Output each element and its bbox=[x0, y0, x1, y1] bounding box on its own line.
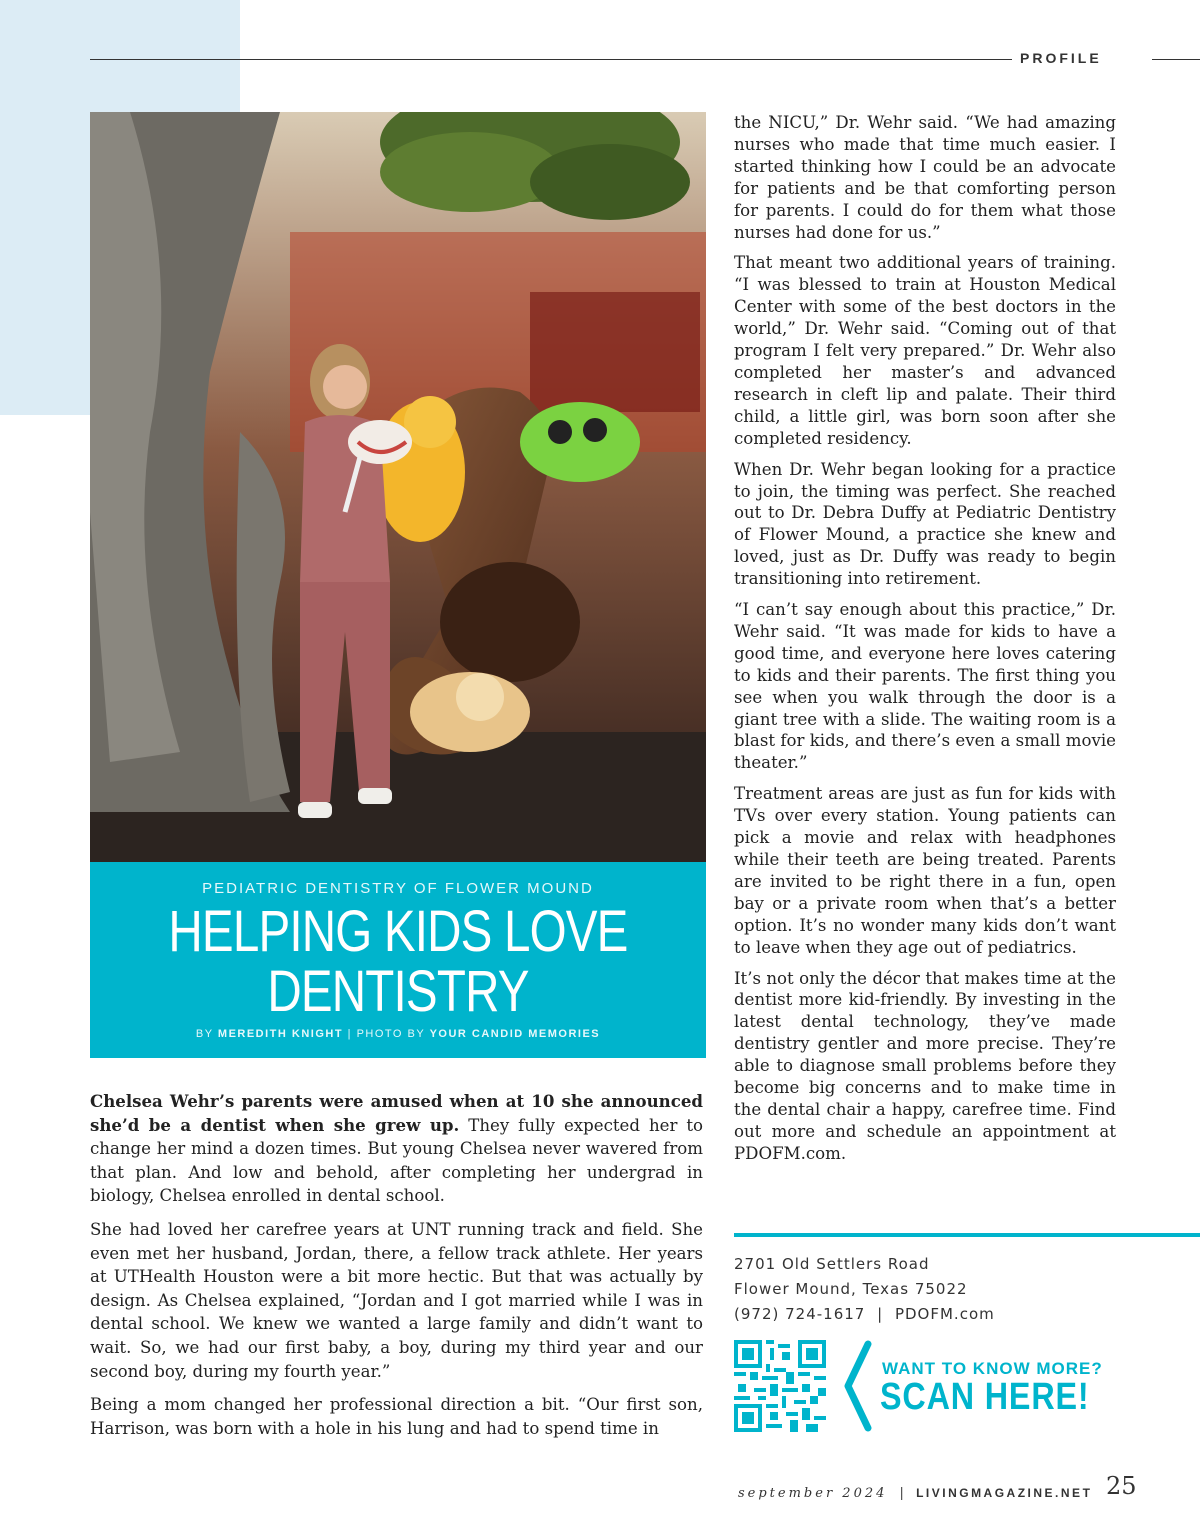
article-paragraph-4: the NICU,” Dr. Wehr said. “We had amazing nurses who made that time much easier. I started thinking how I could be an advocate for patients and be that comforting person for parents. I could do for them what those nurses had done for us.” bbox=[734, 113, 1116, 242]
magazine-website[interactable]: LIVINGMAGAZINE.NET bbox=[916, 1486, 1093, 1500]
photographer: YOUR CANDID MEMORIES bbox=[429, 1028, 601, 1040]
article-paragraph-3: Being a mom changed her professional direction a bit. “Our first son, Harrison, was born with a hole in his lung and had to spend time in bbox=[90, 1395, 703, 1438]
article-column-left bbox=[90, 1090, 703, 1450]
page-footer bbox=[738, 1486, 1093, 1501]
contact-divider: | bbox=[877, 1305, 884, 1323]
article-paragraph-8: Treatment areas are just as fun for kids with TVs over every station. Young patients can pick a movie and relax with headphones while their teeth are being treated. Parents are invited to be right there in a fun, open bay or a private room when that’s a better option. It’s no wonder many kids don’t want to leave when they age out of pediatrics. bbox=[734, 784, 1116, 957]
footer-divider: | bbox=[899, 1486, 904, 1501]
byline-divider: | bbox=[347, 1028, 352, 1040]
cta-small-text: WANT TO KNOW MORE? bbox=[882, 1359, 1103, 1378]
city-state-zip: Flower Mound, Texas 75022 bbox=[734, 1280, 968, 1298]
header-rule bbox=[90, 59, 1012, 60]
article-paragraph-2: She had loved her carefree years at UNT running track and field. She even met her husband, Jordan, there, a fellow track athlete. Her years at UTHealth Houston were a bit more hectic. But that was actually by design. As Chelsea explained, “Jordan and I got married while I was in dental school. We knew we wanted a large family and didn’t want to wait. So, we had our first baby, a boy, during my third year and our second boy, during my fourth year.” bbox=[90, 1219, 703, 1381]
byline bbox=[90, 1028, 706, 1040]
website-link[interactable]: PDOFM.com bbox=[894, 1305, 995, 1323]
chevron-left-icon bbox=[842, 1340, 872, 1432]
section-label: PROFILE bbox=[1020, 50, 1102, 66]
article-lead: Chelsea Wehr’s parents were amused when at 10 she announced she’d be a dentist when she grew up. bbox=[90, 1091, 703, 1135]
article-paragraph-9: It’s not only the décor that makes time at the dentist more kid-friendly. By investing in the latest dental technology, they’ve made dentistry gentler and more precise. They’re able to diagnose small problems before they become big concerns and to make time in the dental chair a happy, carefree time. Find out more and schedule an appointment at PDOFM.com. bbox=[734, 968, 1116, 1163]
article-paragraph-5: That meant two additional years of training. “I was blessed to train at Houston Medical Center with some of the best doctors in the world,” Dr. Wehr said. “Coming out of that program I felt very prepared.” Dr. Wehr also completed her master’s and advanced research in cleft lip and palate. Their third child, a little girl, was born soon after she completed residency. bbox=[734, 253, 1116, 448]
phone-number: (972) 724-1617 bbox=[734, 1305, 866, 1323]
cta-scan-text: SCAN HERE! bbox=[880, 1376, 1090, 1418]
headline-line-2: DENTISTRY bbox=[267, 959, 529, 1024]
article-paragraph-1 bbox=[90, 1090, 703, 1208]
article-paragraph-7: “I can’t say enough about this practice,” Dr. Wehr said. “It was made for kids to have a good time, and everyone here loves catering to kids and their parents. The first thing you see when you walk through the door is a giant tree with a slide. The waiting room is a blast for kids, and there’s even a small movie theater.” bbox=[734, 600, 1116, 773]
by-label: BY bbox=[195, 1028, 214, 1040]
photo-label: PHOTO BY bbox=[356, 1028, 426, 1040]
title-block bbox=[90, 862, 706, 1058]
phone-website bbox=[734, 1302, 1034, 1327]
kicker: PEDIATRIC DENTISTRY OF FLOWER MOUND bbox=[202, 880, 594, 897]
article-column-right bbox=[734, 112, 1116, 1174]
article-lead-rest: They fully expected her to change her mind a dozen times. But young Chelsea never wavered from that plan. And low and behold, after completing her undergrad in biology, Chelsea enrolled in dental school. bbox=[90, 1115, 704, 1206]
author: MEREDITH KNIGHT bbox=[217, 1028, 344, 1040]
feature-photo-illustration bbox=[90, 112, 706, 862]
headline bbox=[145, 899, 650, 1024]
article-paragraph-6: When Dr. Wehr began looking for a practice to join, the timing was perfect. She reached out to Dr. Debra Duffy at Pediatric Dentistry of Flower Mound, a practice she knew and loved, just as Dr. Duffy was ready to begin transitioning into retirement. bbox=[734, 459, 1116, 589]
headline-line-1: HELPING KIDS LOVE bbox=[168, 899, 628, 964]
page-number: 25 bbox=[1106, 1472, 1137, 1500]
contact-rule bbox=[734, 1233, 1200, 1237]
contact-address bbox=[734, 1252, 1034, 1327]
qr-code-icon[interactable] bbox=[734, 1340, 826, 1432]
issue-month: september 2024 bbox=[738, 1486, 888, 1501]
street-address: 2701 Old Settlers Road bbox=[734, 1255, 930, 1273]
feature-photo bbox=[90, 112, 706, 862]
header-rule-right bbox=[1152, 59, 1200, 60]
